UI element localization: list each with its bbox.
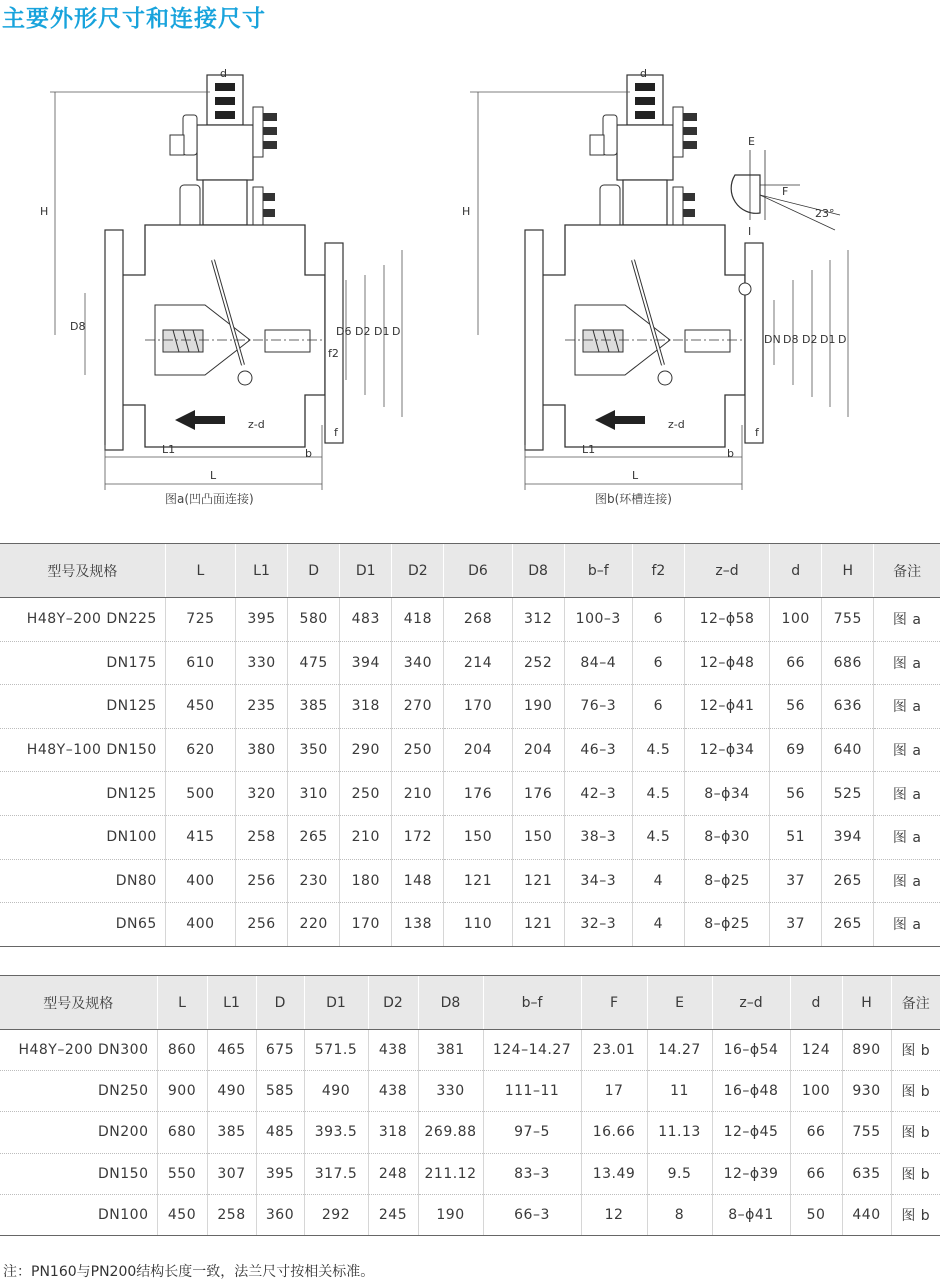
table-row	[0, 641, 940, 685]
table-cell: DN125	[0, 685, 165, 729]
dim-zd-b: z-d	[668, 418, 685, 431]
table-cell: 415	[165, 815, 235, 859]
table-row	[0, 728, 940, 772]
table-cell: 8–ϕ30	[684, 815, 769, 859]
column-header: D1	[304, 976, 368, 1030]
table-cell: 100	[770, 598, 822, 642]
table-cell: DN100	[0, 1194, 157, 1235]
dim-E: E	[748, 135, 755, 148]
table-row	[0, 815, 940, 859]
dim-I: I	[748, 225, 752, 238]
table-cell: 317.5	[304, 1153, 368, 1194]
table-row	[0, 1194, 940, 1235]
table-cell: 340	[392, 641, 444, 685]
table-cell: 635	[842, 1153, 891, 1194]
table-cell: 12–ϕ48	[684, 641, 769, 685]
table-cell: 11.13	[647, 1112, 712, 1153]
table-cell: 148	[392, 859, 444, 903]
table-cell: DN65	[0, 903, 165, 947]
table-cell: 16–ϕ54	[712, 1030, 790, 1071]
table-cell: 8–ϕ25	[684, 859, 769, 903]
caption-figure-a: 图a(凹凸面连接)	[165, 492, 254, 506]
dim-D1: D1	[374, 325, 390, 338]
table-cell: 13.49	[581, 1153, 647, 1194]
column-header: d	[770, 544, 822, 598]
table-cell: 12–ϕ34	[684, 728, 769, 772]
table-cell: 34–3	[564, 859, 632, 903]
table-cell: 675	[256, 1030, 304, 1071]
table-cell: 438	[368, 1030, 418, 1071]
table-cell: 图 a	[874, 815, 940, 859]
table-cell: 9.5	[647, 1153, 712, 1194]
table-cell: 8–ϕ25	[684, 903, 769, 947]
table-cell: 56	[770, 772, 822, 816]
caption-figure-b: 图b(环槽连接)	[595, 492, 672, 506]
column-header: E	[647, 976, 712, 1030]
dim-DN: DN	[764, 333, 781, 346]
dim-b-b: b	[727, 447, 734, 460]
table-cell: 610	[165, 641, 235, 685]
table-cell: 100–3	[564, 598, 632, 642]
dim-f-b: f	[755, 426, 759, 439]
table-cell: 245	[368, 1194, 418, 1235]
dim-D8-b: D8	[783, 333, 799, 346]
dim-L1-b: L1	[582, 443, 596, 456]
page-title: 主要外形尺寸和连接尺寸	[2, 6, 266, 32]
dim-d-b: d	[640, 67, 647, 80]
table-cell: 258	[207, 1194, 256, 1235]
table-cell: 190	[418, 1194, 483, 1235]
table-cell: 6	[632, 685, 684, 729]
footnote: 注：PN160与PN200结构长度一致，法兰尺寸按相关标准。	[3, 1264, 375, 1280]
column-header: b–f	[564, 544, 632, 598]
dim-D6: D6	[336, 325, 352, 338]
table-cell: 172	[392, 815, 444, 859]
table-cell: 269.88	[418, 1112, 483, 1153]
table-cell: 4.5	[632, 772, 684, 816]
column-header: z–d	[712, 976, 790, 1030]
table-cell: 121	[512, 903, 564, 947]
table-cell: 360	[256, 1194, 304, 1235]
table-cell: 4	[632, 859, 684, 903]
dim-D: D	[392, 325, 401, 338]
table-cell: DN100	[0, 815, 165, 859]
table-row	[0, 903, 940, 947]
table-row	[0, 772, 940, 816]
table-cell: 图 b	[891, 1194, 940, 1235]
table-cell: 100	[790, 1071, 842, 1112]
valve-drawings	[0, 45, 940, 520]
column-header: L1	[207, 976, 256, 1030]
column-header: L	[165, 544, 235, 598]
table-cell: 50	[790, 1194, 842, 1235]
table-cell: 图 a	[874, 685, 940, 729]
table-cell: 11	[647, 1071, 712, 1112]
table-cell: 16.66	[581, 1112, 647, 1153]
dim-f2: f2	[328, 347, 339, 360]
table-cell: DN200	[0, 1112, 157, 1153]
column-header: 备注	[874, 544, 940, 598]
table-cell: H48Y–200 DN300	[0, 1030, 157, 1071]
table-cell: 图 a	[874, 859, 940, 903]
table-cell: 176	[512, 772, 564, 816]
column-header: z–d	[684, 544, 769, 598]
table-cell: 4.5	[632, 728, 684, 772]
figure-b	[462, 67, 848, 490]
column-header: L1	[235, 544, 287, 598]
table-cell: 150	[512, 815, 564, 859]
column-header: H	[842, 976, 891, 1030]
table-row	[0, 1153, 940, 1194]
table-row	[0, 1112, 940, 1153]
dim-D2-b: D2	[802, 333, 818, 346]
table-cell: 211.12	[418, 1153, 483, 1194]
table-cell: 268	[444, 598, 512, 642]
table-cell: 620	[165, 728, 235, 772]
dim-angle: 23°	[815, 207, 835, 220]
table-cell: 440	[842, 1194, 891, 1235]
column-header: D1	[340, 544, 392, 598]
table-cell: 66	[770, 641, 822, 685]
table-cell: 8	[647, 1194, 712, 1235]
column-header: b–f	[483, 976, 581, 1030]
table-cell: 686	[822, 641, 874, 685]
table-cell: 46–3	[564, 728, 632, 772]
table-cell: 438	[368, 1071, 418, 1112]
table-cell: 465	[207, 1030, 256, 1071]
dimension-table-a	[0, 543, 940, 947]
table-cell: 450	[165, 685, 235, 729]
table-row	[0, 685, 940, 729]
column-header: D8	[512, 544, 564, 598]
table-cell: 220	[288, 903, 340, 947]
table-cell: 170	[444, 685, 512, 729]
table-cell: 84–4	[564, 641, 632, 685]
table-cell: 12–ϕ45	[712, 1112, 790, 1153]
dim-H-b: H	[462, 205, 471, 218]
column-header: 备注	[891, 976, 940, 1030]
table-cell: 32–3	[564, 903, 632, 947]
table-cell: 56	[770, 685, 822, 729]
dim-f: f	[334, 426, 338, 439]
table-cell: DN150	[0, 1153, 157, 1194]
table-cell: DN175	[0, 641, 165, 685]
table-cell: 图 b	[891, 1071, 940, 1112]
table-cell: 307	[207, 1153, 256, 1194]
table-cell: 83–3	[483, 1153, 581, 1194]
table-cell: 475	[288, 641, 340, 685]
table-cell: DN125	[0, 772, 165, 816]
table-header-row	[0, 976, 940, 1030]
table-cell: 38–3	[564, 815, 632, 859]
column-header: d	[790, 976, 842, 1030]
table-cell: 258	[235, 815, 287, 859]
table-cell: 320	[235, 772, 287, 816]
table-cell: 180	[340, 859, 392, 903]
table-cell: H48Y–200 DN225	[0, 598, 165, 642]
column-header: D2	[368, 976, 418, 1030]
column-header: D	[256, 976, 304, 1030]
table-cell: 12–ϕ39	[712, 1153, 790, 1194]
table-cell: 380	[235, 728, 287, 772]
table-row	[0, 859, 940, 903]
table-cell: 485	[256, 1112, 304, 1153]
table-row	[0, 1071, 940, 1112]
table-cell: 76–3	[564, 685, 632, 729]
table-cell: 525	[822, 772, 874, 816]
column-header: D6	[444, 544, 512, 598]
table-cell: 860	[157, 1030, 207, 1071]
dim-L1: L1	[162, 443, 176, 456]
table-cell: 12–ϕ41	[684, 685, 769, 729]
table-cell: 图 a	[874, 903, 940, 947]
table-cell: 图 a	[874, 598, 940, 642]
table-cell: 17	[581, 1071, 647, 1112]
table-cell: 图 a	[874, 641, 940, 685]
table-cell: 4	[632, 903, 684, 947]
dim-D1-b: D1	[820, 333, 836, 346]
table-cell: 490	[304, 1071, 368, 1112]
table-cell: 110	[444, 903, 512, 947]
table-cell: 350	[288, 728, 340, 772]
table-cell: 14.27	[647, 1030, 712, 1071]
dim-L: L	[210, 469, 217, 482]
table-cell: 138	[392, 903, 444, 947]
table-cell: 393.5	[304, 1112, 368, 1153]
table-cell: 204	[444, 728, 512, 772]
table-cell: 483	[340, 598, 392, 642]
table-cell: 图 a	[874, 728, 940, 772]
column-header: D	[288, 544, 340, 598]
column-header: H	[822, 544, 874, 598]
table-cell: 235	[235, 685, 287, 729]
table-cell: 394	[822, 815, 874, 859]
column-header: D8	[418, 976, 483, 1030]
column-header: L	[157, 976, 207, 1030]
table-cell: 550	[157, 1153, 207, 1194]
table-cell: 6	[632, 641, 684, 685]
table-cell: 890	[842, 1030, 891, 1071]
table-cell: 270	[392, 685, 444, 729]
table-cell: 12	[581, 1194, 647, 1235]
table-header-row	[0, 544, 940, 598]
table-cell: 124–14.27	[483, 1030, 581, 1071]
table-cell: 66	[790, 1153, 842, 1194]
table-cell: 23.01	[581, 1030, 647, 1071]
table-cell: 395	[235, 598, 287, 642]
table-cell: 图 b	[891, 1030, 940, 1071]
table-cell: 265	[822, 903, 874, 947]
table-row	[0, 1030, 940, 1071]
table-cell: 385	[288, 685, 340, 729]
column-header: F	[581, 976, 647, 1030]
dim-b: b	[305, 447, 312, 460]
table-cell: 4.5	[632, 815, 684, 859]
dim-H: H	[40, 205, 49, 218]
dim-d: d	[220, 67, 227, 80]
table-cell: 51	[770, 815, 822, 859]
table-cell: 66–3	[483, 1194, 581, 1235]
column-header: f2	[632, 544, 684, 598]
table-cell: 121	[444, 859, 512, 903]
table-cell: 121	[512, 859, 564, 903]
table-cell: 312	[512, 598, 564, 642]
table-cell: 330	[235, 641, 287, 685]
table-cell: 204	[512, 728, 564, 772]
dim-zd: z-d	[248, 418, 265, 431]
table-cell: 394	[340, 641, 392, 685]
table-cell: 290	[340, 728, 392, 772]
column-header: D2	[392, 544, 444, 598]
table-cell: 248	[368, 1153, 418, 1194]
table-cell: 318	[340, 685, 392, 729]
table-cell: 490	[207, 1071, 256, 1112]
table-cell: 6	[632, 598, 684, 642]
table-cell: 310	[288, 772, 340, 816]
table-cell: 400	[165, 903, 235, 947]
table-cell: 124	[790, 1030, 842, 1071]
table-cell: 12–ϕ58	[684, 598, 769, 642]
table-cell: 395	[256, 1153, 304, 1194]
figure-a	[40, 67, 402, 490]
table-cell: 37	[770, 903, 822, 947]
table-cell: 8–ϕ41	[712, 1194, 790, 1235]
dim-D2: D2	[355, 325, 371, 338]
table-cell: 265	[288, 815, 340, 859]
table-cell: 250	[392, 728, 444, 772]
table-cell: 680	[157, 1112, 207, 1153]
column-header: 型号及规格	[0, 976, 157, 1030]
table-cell: 330	[418, 1071, 483, 1112]
table-cell: 900	[157, 1071, 207, 1112]
table-cell: 585	[256, 1071, 304, 1112]
table-cell: 16–ϕ48	[712, 1071, 790, 1112]
table-cell: 580	[288, 598, 340, 642]
table-cell: 250	[340, 772, 392, 816]
table-cell: 318	[368, 1112, 418, 1153]
table-cell: 636	[822, 685, 874, 729]
table-cell: 8–ϕ34	[684, 772, 769, 816]
table-cell: 450	[157, 1194, 207, 1235]
table-cell: 97–5	[483, 1112, 581, 1153]
table-cell: 37	[770, 859, 822, 903]
table-cell: 725	[165, 598, 235, 642]
table-cell: 252	[512, 641, 564, 685]
table-cell: 418	[392, 598, 444, 642]
table-cell: 170	[340, 903, 392, 947]
table-cell: 385	[207, 1112, 256, 1153]
table-cell: DN80	[0, 859, 165, 903]
dim-F: F	[782, 185, 789, 198]
table-cell: 755	[822, 598, 874, 642]
dim-D-b: D	[838, 333, 847, 346]
table-cell: 640	[822, 728, 874, 772]
table-cell: 66	[790, 1112, 842, 1153]
table-cell: 930	[842, 1071, 891, 1112]
table-cell: 571.5	[304, 1030, 368, 1071]
table-cell: 214	[444, 641, 512, 685]
table-cell: 176	[444, 772, 512, 816]
table-cell: 381	[418, 1030, 483, 1071]
dimension-table-b	[0, 975, 940, 1236]
table-cell: 42–3	[564, 772, 632, 816]
table-cell: 755	[842, 1112, 891, 1153]
table-cell: 400	[165, 859, 235, 903]
table-cell: 500	[165, 772, 235, 816]
dim-L-b: L	[632, 469, 639, 482]
column-header: 型号及规格	[0, 544, 165, 598]
table-cell: 图 a	[874, 772, 940, 816]
table-cell: 69	[770, 728, 822, 772]
table-cell: 230	[288, 859, 340, 903]
table-cell: 图 b	[891, 1153, 940, 1194]
table-cell: 210	[340, 815, 392, 859]
table-cell: H48Y–100 DN150	[0, 728, 165, 772]
table-cell: 210	[392, 772, 444, 816]
table-cell: 265	[822, 859, 874, 903]
table-cell: 111–11	[483, 1071, 581, 1112]
table-cell: 256	[235, 903, 287, 947]
table-cell: DN250	[0, 1071, 157, 1112]
table-cell: 150	[444, 815, 512, 859]
table-cell: 292	[304, 1194, 368, 1235]
table-cell: 256	[235, 859, 287, 903]
table-cell: 图 b	[891, 1112, 940, 1153]
table-row	[0, 598, 940, 642]
dim-D8: D8	[70, 320, 86, 333]
table-cell: 190	[512, 685, 564, 729]
